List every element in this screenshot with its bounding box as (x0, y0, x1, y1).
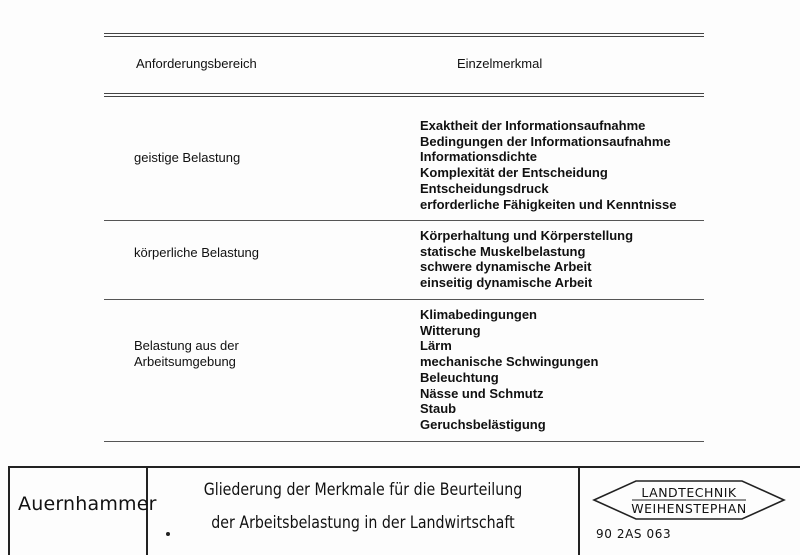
feature-item: Beleuchtung (420, 369, 499, 385)
table-top-rule (104, 33, 704, 37)
document-title-line-1: Gliederung der Merkmale für die Beurteilung (203, 480, 523, 499)
feature-item: Klimabedingungen (420, 307, 537, 322)
author-name: Auernhammer (18, 493, 157, 515)
feature-item: Witterung (420, 322, 481, 338)
document-title-line-2: der Arbeitsbelastung in der Landwirtschaft (211, 513, 515, 532)
feature-item: Bedingungen der Informationsaufnahme (420, 133, 671, 149)
area-label-line: Belastung aus der (134, 338, 239, 353)
table-bottom-rule (104, 441, 704, 442)
logo-line-1: LANDTECHNIK (641, 485, 737, 500)
feature-list-physical (420, 228, 633, 291)
feature-item: mechanische Schwingungen (420, 354, 599, 370)
feature-item: erforderliche Fähigkeiten und Kenntnisse (420, 196, 677, 212)
title-block-divider (578, 466, 580, 555)
feature-list-environment (420, 307, 598, 433)
feature-item: Geruchsbelästigung (420, 416, 546, 432)
area-label-line: geistige Belastung (134, 150, 241, 165)
feature-item: Nässe und Schmutz (420, 385, 544, 401)
header-rule (104, 93, 704, 97)
feature-item: Informationsdichte (420, 149, 538, 165)
landtechnik-logo (592, 478, 786, 522)
header-feature: Einzelmerkmal (457, 56, 543, 71)
feature-item: Lärm (420, 338, 452, 354)
feature-item: Staub (420, 401, 457, 417)
feature-item: Exaktheit der Informationsaufnahme (420, 118, 646, 133)
header-area: Anforderungsbereich (136, 56, 257, 71)
ink-dot (166, 532, 170, 536)
area-label-line: Arbeitsumgebung (134, 354, 236, 369)
feature-item: einseitig dynamische Arbeit (420, 275, 593, 291)
section-divider (104, 220, 704, 221)
feature-item: Entscheidungsdruck (420, 180, 549, 196)
feature-item: statische Muskelbelastung (420, 243, 586, 259)
feature-item: schwere dynamische Arbeit (420, 259, 592, 275)
feature-item: Körperhaltung und Körperstellung (420, 228, 634, 243)
logo-line-2: WEIHENSTEPHAN (631, 501, 747, 516)
area-label-environment (134, 338, 239, 370)
area-label-line: körperliche Belastung (134, 245, 260, 260)
feature-list-mental (420, 118, 676, 212)
logo-diamond-icon (592, 478, 786, 522)
section-divider (104, 299, 704, 300)
document-code: 90 2AS 063 (596, 527, 672, 541)
feature-item: Komplexität der Entscheidung (420, 165, 608, 181)
area-label-physical (134, 245, 259, 261)
area-label-mental (134, 150, 240, 166)
